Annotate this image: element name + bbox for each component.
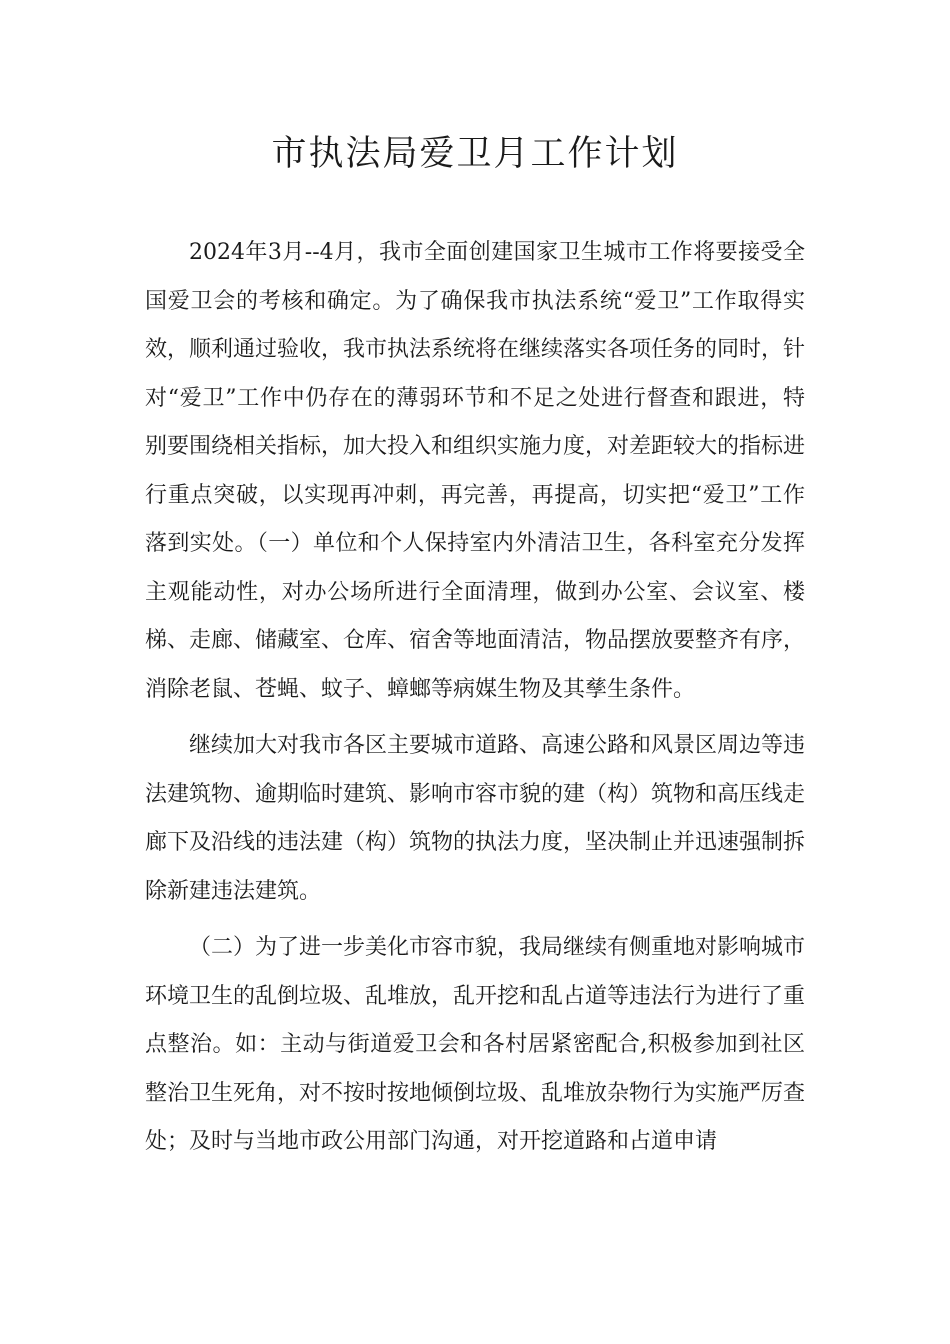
- paragraph-1: 2024年3月--4月，我市全面创建国家卫生城市工作将要接受全国爱卫会的考核和确定。为了确保我市执法系统“爱卫”工作取得实效，顺利通过验收，我市执法系统将在继续落实各项任务的同时，针对“爱卫”工作中仍存在的薄弱环节和不足之处进行督查和跟进，特别要围绕相关指标，加大投入和组织实施力度，对差距较大的指标进行重点突破，以实现再冲刺，再完善，再提高，切实把“爱卫”工作落到实处。（一）单位和个人保持室内外清洁卫生，各科室充分发挥主观能动性，对办公场所进行全面清理，做到办公室、会议室、楼梯、走廊、储藏室、仓库、宿舍等地面清洁，物品摆放要整齐有序，消除老鼠、苍蝇、蚊子、蟑螂等病媒生物及其孳生条件。: [145, 240, 806, 702]
- document-body: [145, 229, 805, 1175]
- document-title: 市执法局爱卫月工作计划: [271, 134, 679, 174]
- paragraph-3: （二）为了进一步美化市容市貌，我局继续有侧重地对影响城市环境卫生的乱倒垃圾、乱堆放，乱开挖和乱占道等违法行为进行了重点整治。如：主动与街道爱卫会和各村居紧密配合,积极参加到社区整治卫生死角，对不按时按地倾倒垃圾、乱堆放杂物行为实施严厉查处；及时与当地市政公用部门沟通，对开挖道路和占道申请: [145, 935, 806, 1154]
- paragraph-2: 继续加大对我市各区主要城市道路、高速公路和风景区周边等违法建筑物、逾期临时建筑、影响市容市貌的建（构）筑物和高压线走廊下及沿线的违法建（构）筑物的执法力度，坚决制止并迅速强制拆除新建违法建筑。: [145, 733, 806, 904]
